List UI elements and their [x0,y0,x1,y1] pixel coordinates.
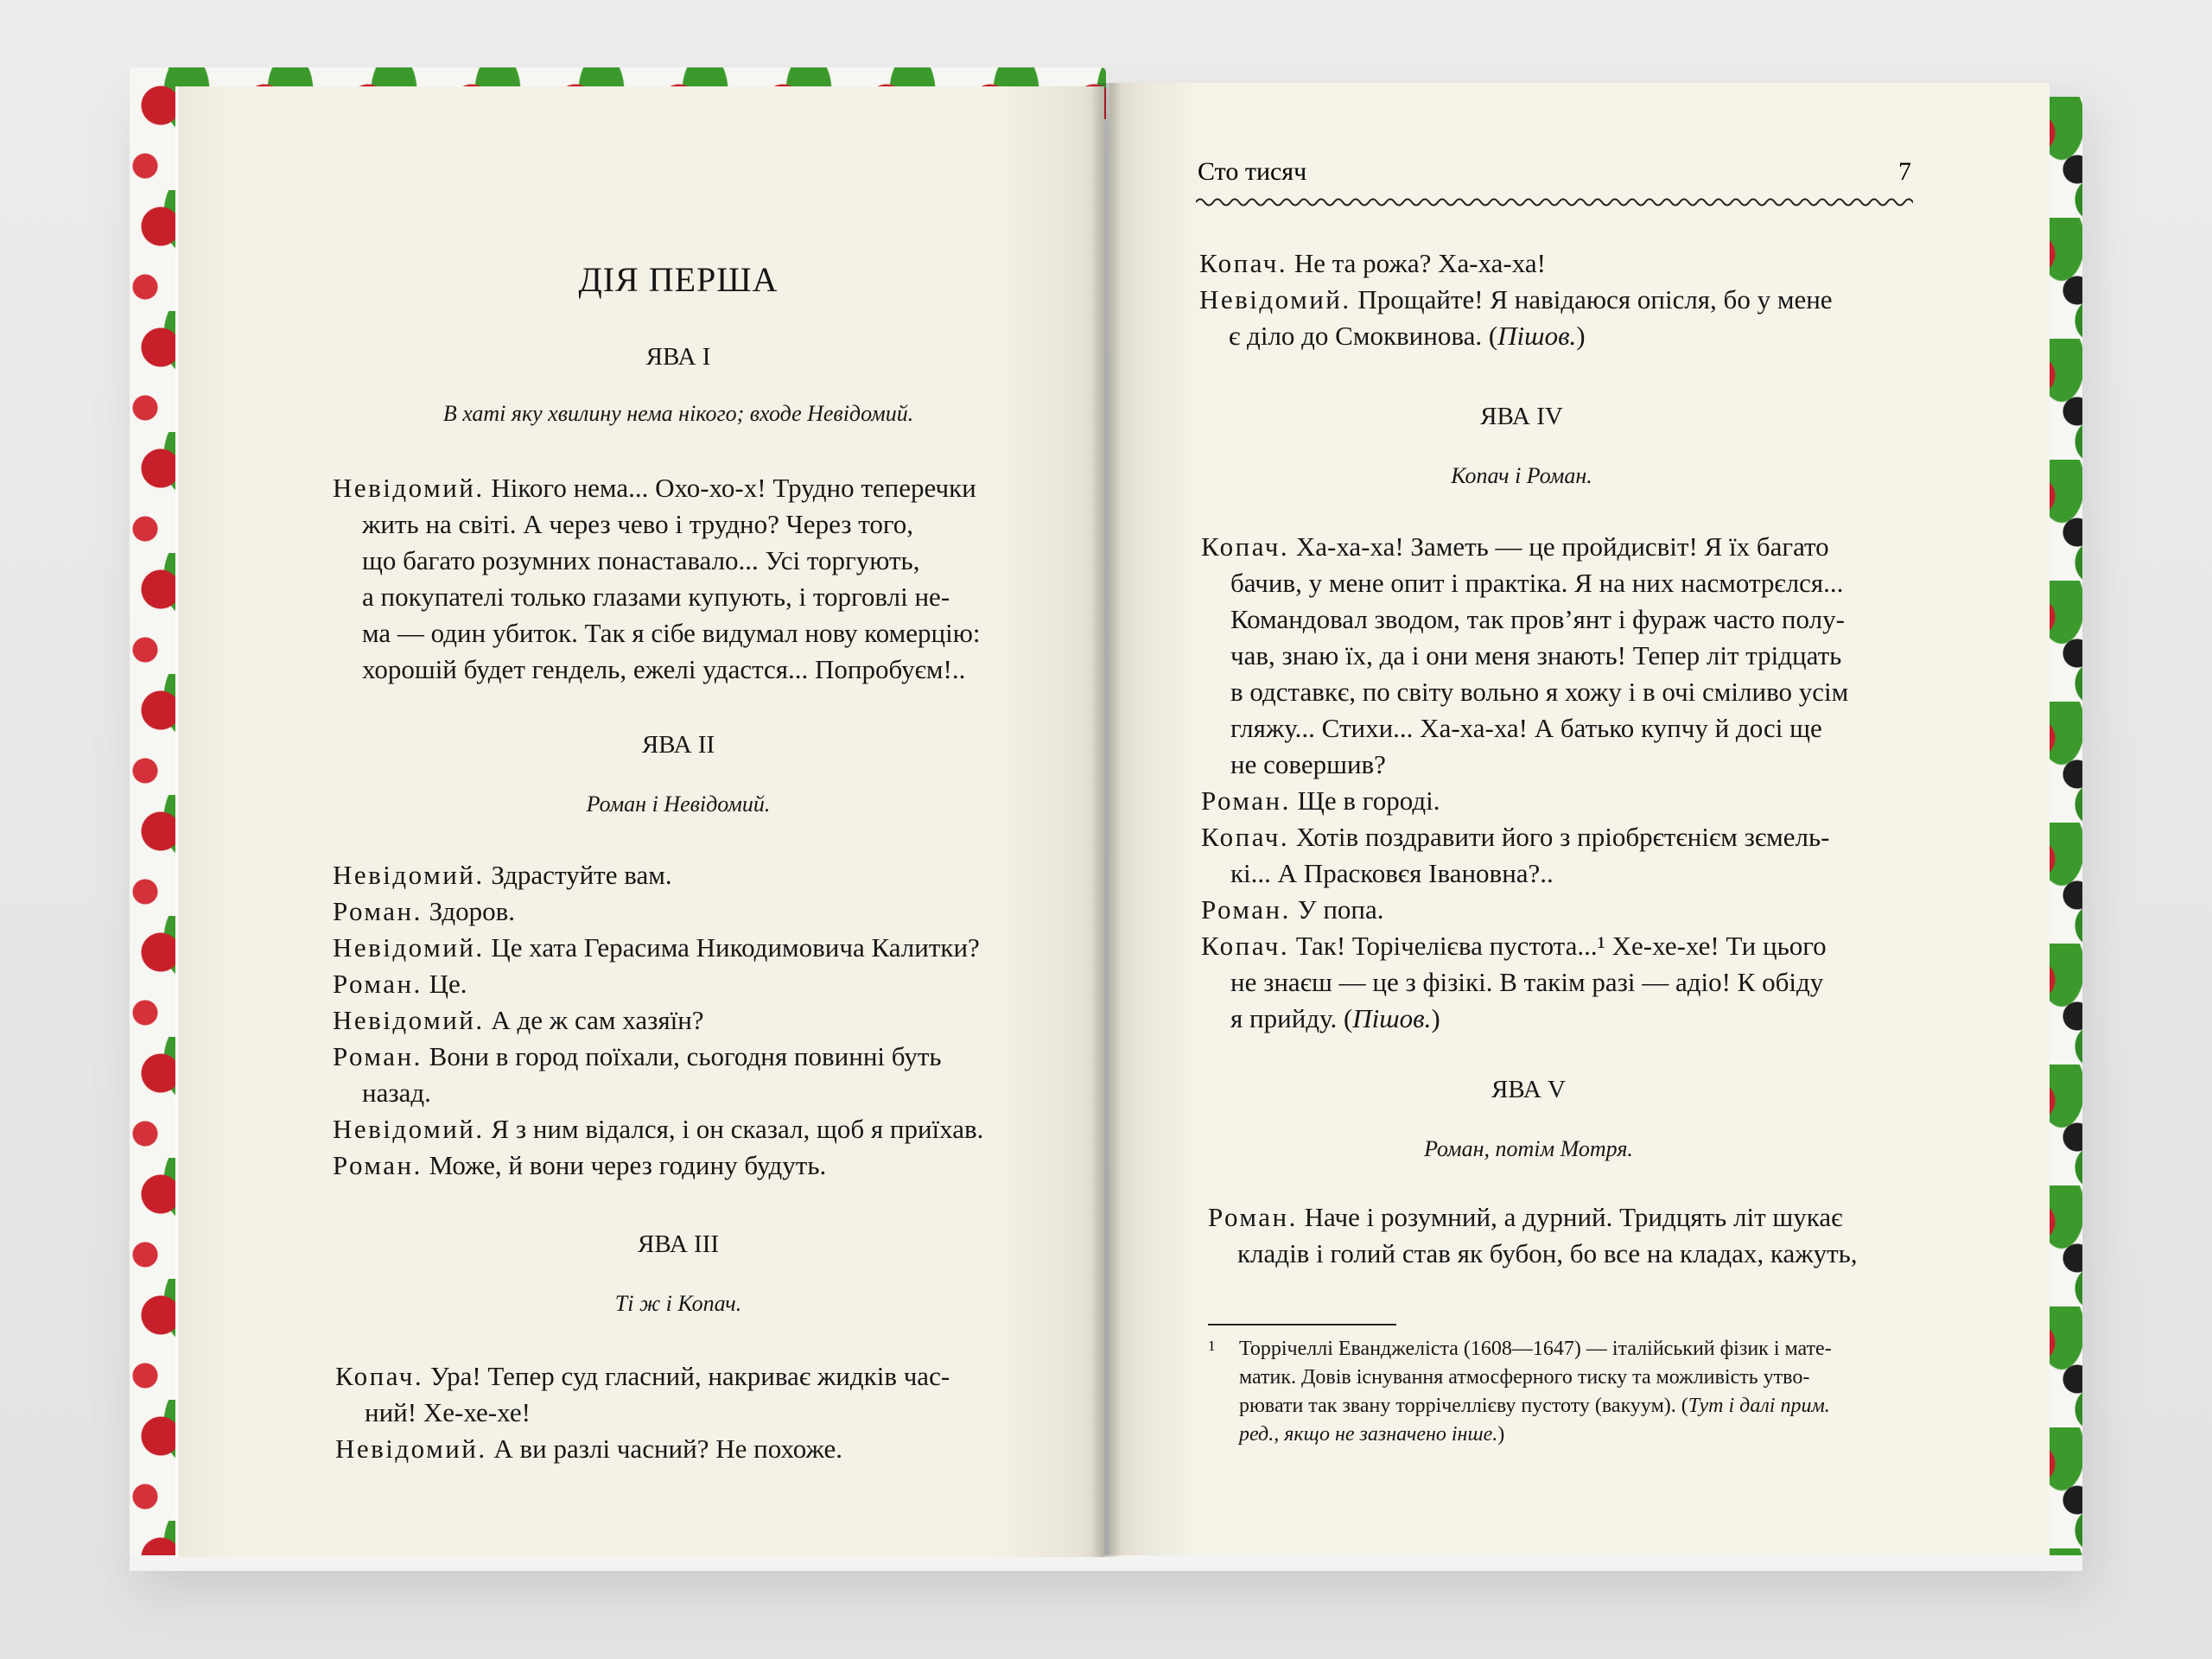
dialogue-line [1201,819,1848,855]
speaker-name: Невідомий. [333,473,485,503]
dialogue-line [1208,1236,1858,1272]
footnote-line [1239,1392,1832,1421]
dialogue-line [1201,1001,1848,1037]
stage-direction: Копач і Роман. [1451,463,1592,488]
dialogue-text: ) [1431,1003,1440,1033]
speaker-name: Роман. [333,896,423,926]
dialogue-text: Ще в городі. [1290,785,1440,816]
speaker-name: Копач. [1201,931,1290,961]
speaker-name: Роман. [333,1041,423,1071]
dialogue-line [1199,245,1833,282]
dialogue-block [333,470,981,688]
dialogue-line [333,615,981,652]
dialogue-line [1201,565,1848,601]
dialogue-line [333,1039,983,1075]
dialogue-line [335,1395,950,1431]
dialogue-text: Наче і розумний, а дурний. Тридцять літ шукає [1297,1202,1843,1232]
footnote-text: матик. Довів існування атмосферного тиску та можливість утво- [1239,1366,1810,1389]
dialogue-line [1201,638,1848,674]
page-number: 7 [1898,157,1911,186]
scene-title: ЯВА II [641,731,715,759]
dialogue-text: ний! Хе-хе-хе! [365,1397,531,1427]
speaker-name: Роман. [1201,894,1291,925]
speaker-name: Невідомий. [335,1433,487,1464]
stage-aside: Пішов. [1352,1003,1432,1033]
speaker-name: Невідомий. [333,932,485,963]
scene-title: ЯВА V [1491,1076,1566,1103]
dialogue-line [333,506,981,543]
dialogue-text: що багато розумних понаставало... Усі торгують, [362,545,920,575]
dialogue-text: Ха-ха-ха! Заметь — це пройдисвіт! Я їх багато [1289,531,1829,562]
dialogue-text: ) [1576,321,1586,351]
dialogue-line [333,857,983,893]
speaker-name: Роман. [1201,785,1291,816]
scene-title: ЯВА I [645,343,711,371]
dialogue-text: чав, знаю їх, да і они меня знають! Тепер літ трідцать [1230,640,1842,671]
speaker-name: Невідомий. [333,1005,485,1035]
dialogue-line [1199,318,1833,354]
dialogue-line [333,966,983,1002]
dialogue-text: Прощайте! Я навідаюся опісля, бо у мене [1351,284,1833,315]
footnote-italic: ред., якщо не зазначено інше. [1239,1423,1498,1446]
dialogue-line [335,1358,950,1395]
left-page [178,86,1104,1557]
dialogue-line [1201,964,1848,1001]
dialogue-block [333,857,983,1184]
dialogue-line [333,1147,983,1184]
dialogue-text: Я з ним відался, і он сказал, щоб я приїхав. [484,1114,984,1144]
dialogue-line [333,893,983,930]
dialogue-block [1199,245,1833,354]
dialogue-text: Це хата Герасима Никодимовича Калитки? [484,932,980,963]
dialogue-text: кі... А Прасковєя Івановна?.. [1230,858,1554,888]
dialogue-text: А де ж сам хазяїн? [484,1005,704,1035]
speaker-name: Роман. [333,1150,423,1180]
scene-title: ЯВА III [637,1230,720,1258]
dialogue-text: не совершив? [1230,749,1386,779]
dialogue-text: Не та рожа? Ха-ха-ха! [1287,248,1546,278]
dialogue-line [333,930,983,966]
dialogue-line [1201,928,1848,964]
speaker-name: Копач. [1201,531,1290,562]
dialogue-line [1201,855,1848,892]
dialogue-line [1201,710,1848,747]
footnote-rule [1208,1324,1396,1325]
dialogue-text: Здрастуйте вам. [484,860,672,890]
dialogue-text: бачив, у мене опит і практіка. Я на них насмотрєлся... [1230,568,1844,598]
dialogue-text: не знаєш — це з фізікі. В такім разі — адіо! К обіду [1230,967,1824,997]
dialogue-line [1201,674,1848,710]
stage-aside: Пішов. [1497,321,1577,351]
dialogue-text: Так! Торічелієва пустота...¹ Хе-хе-хе! Ти цього [1289,931,1827,961]
speaker-name: Невідомий. [333,1114,485,1144]
dialogue-line [1201,601,1848,638]
dialogue-line [333,1111,983,1147]
dialogue-text: є діло до Смоквинова. ( [1229,321,1498,351]
book-cover-bottom-edge [130,1555,2082,1571]
speaker-name: Роман. [333,969,423,999]
dialogue-line [335,1431,950,1467]
dialogue-block [335,1358,950,1467]
dialogue-text: ма — один убиток. Так я сібе видумал нову комерцію: [362,618,981,648]
speaker-name: Копач. [1201,822,1290,852]
dialogue-text: я прийду. ( [1230,1003,1353,1033]
dialogue-text: хорошій будет гендель, ежелі удастся... Попробуєм!.. [362,654,966,684]
dialogue-line [1201,529,1848,565]
dialogue-line [1199,282,1833,318]
book-gutter [1090,83,1122,1557]
stage-direction: В хаті яку хвилину нема нікого; входе Невідомий. [442,401,914,426]
dialogue-text: в одставкє, по світу вольно я хожу і в очі сміливо усім [1230,677,1849,707]
dialogue-block [1208,1199,1858,1272]
dialogue-text: Нікого нема... Охо-хо-х! Трудно теперечки [484,473,976,503]
dialogue-text: Це. [422,969,467,999]
dialogue-line [1201,892,1848,928]
dialogue-line [333,652,981,688]
dialogue-block [1201,529,1848,1037]
dialogue-line [333,1075,983,1111]
header-wave-rule [1196,194,1913,211]
dialogue-text: Ура! Тепер суд гласний, накриває жидків час- [423,1361,950,1391]
footnote-text: рювати так звану торрічеллієву пустоту (вакуум). ( [1239,1395,1688,1417]
dialogue-text: Командовал зводом, так пров’янт і фураж часто полу- [1230,604,1845,634]
stage-direction: Роман, потім Мотря. [1424,1136,1633,1161]
dialogue-text: А ви разлі часний? Не похоже. [486,1433,843,1464]
dialogue-line [1208,1199,1858,1236]
dialogue-text: Може, й вони через годину будуть. [422,1150,827,1180]
speaker-name: Невідомий. [333,860,485,890]
dialogue-line [333,470,981,506]
dialogue-line [1201,783,1848,819]
dialogue-line [333,579,981,615]
dialogue-text: а покупателі только глазами купують, і торговлі не- [362,582,950,612]
footnote [1239,1335,1832,1449]
speaker-name: Копач. [335,1361,424,1391]
act-title: ДІЯ ПЕРША [578,260,779,299]
footnote-line [1239,1335,1832,1363]
footnote-line [1239,1421,1832,1449]
speaker-name: Невідомий. [1199,284,1351,315]
dialogue-text: Здоров. [422,896,516,926]
dialogue-text: кладів і голий став як бубон, бо все на кладах, кажуть, [1237,1238,1858,1268]
dialogue-text: гляжу... Стихи... Ха-ха-ха! А батько купчу й досі ще [1230,713,1822,743]
dialogue-text: Хотів поздравити його з пріобрєтєнієм зємель- [1289,822,1830,852]
footnote-text: ) [1497,1423,1505,1446]
speaker-name: Копач. [1199,248,1288,278]
stage-direction: Роман і Невідомий. [586,791,771,817]
footnote-italic: Тут і далі прим. [1688,1395,1830,1417]
dialogue-text: Вони в город поїхали, сьогодня повинні буть [422,1041,942,1071]
speaker-name: Роман. [1208,1202,1298,1232]
dialogue-text: жить на світі. А через чево і трудно? Через того, [362,509,914,539]
dialogue-line [1201,747,1848,783]
stage-direction: Ті ж і Копач. [614,1291,742,1316]
footnote-text: Торрічеллі Еванджеліста (1608—1647) — італійський фізик і мате- [1239,1338,1832,1360]
dialogue-text: У попа. [1290,894,1384,925]
running-title: Сто тисяч [1198,157,1307,186]
dialogue-text: назад. [362,1077,431,1108]
footnote-line [1239,1363,1832,1392]
footnote-mark: 1 [1208,1338,1216,1354]
scene-title: ЯВА IV [1480,403,1563,430]
dialogue-line [333,543,981,579]
dialogue-line [333,1002,983,1039]
